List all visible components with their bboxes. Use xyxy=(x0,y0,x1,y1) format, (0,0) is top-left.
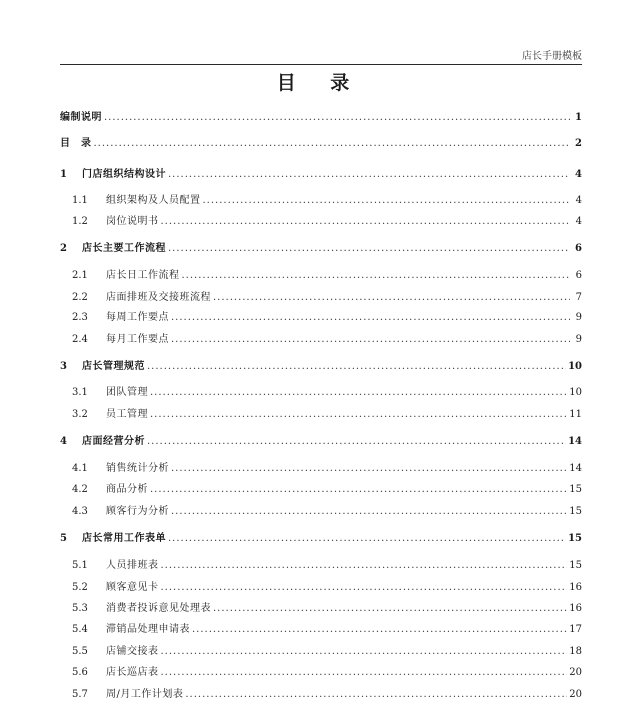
toc-entry-page: 9 xyxy=(575,312,582,323)
toc-leader-dots xyxy=(171,506,567,517)
toc-entry[interactable] xyxy=(72,266,582,282)
toc-leader-dots xyxy=(168,243,570,254)
toc-entry-label: 店长日工作流程 xyxy=(106,270,180,281)
toc-entry-page: 16 xyxy=(569,582,582,593)
toc-leader-dots xyxy=(161,646,568,657)
toc-entry[interactable] xyxy=(72,405,582,421)
toc-entry-page: 15 xyxy=(569,484,582,495)
toc-entry-page: 20 xyxy=(569,689,582,700)
toc-entry[interactable] xyxy=(72,578,582,594)
header-title: 店长手册模板 xyxy=(522,51,582,62)
page-title: 目 录 xyxy=(276,72,364,94)
toc-entry-page: 10 xyxy=(568,361,582,372)
toc-entry-number: 5.5 xyxy=(72,646,88,657)
toc-entry-number: 3.1 xyxy=(72,387,88,398)
toc-entry-number: 2.1 xyxy=(72,270,88,281)
toc-entry-label: 员工管理 xyxy=(106,409,148,420)
toc-leader-dots xyxy=(213,292,570,303)
toc-entry-number: 1.2 xyxy=(72,216,88,227)
toc-entry[interactable] xyxy=(60,432,582,448)
toc-leader-dots xyxy=(182,270,571,281)
toc-leader-dots xyxy=(161,667,568,678)
toc-entry-page: 20 xyxy=(569,667,582,678)
toc-entry-number: 5.6 xyxy=(72,667,88,678)
toc-leader-dots xyxy=(171,334,570,345)
toc-entry-page: 4 xyxy=(575,195,582,206)
toc-leader-dots xyxy=(150,387,567,398)
toc-entry-page: 15 xyxy=(569,560,582,571)
toc-entry-page: 7 xyxy=(575,292,582,303)
toc-entry-label: 销售统计分析 xyxy=(106,463,169,474)
toc-entry[interactable] xyxy=(60,529,582,545)
toc-leader-dots xyxy=(213,603,567,614)
toc-entry-number: 5.3 xyxy=(72,603,88,614)
toc-entry-label: 商品分析 xyxy=(106,484,148,495)
toc-entry[interactable] xyxy=(72,383,582,399)
toc-entry-label: 门店组织结构设计 xyxy=(82,169,166,180)
toc-entry-page: 14 xyxy=(569,463,582,474)
toc-leader-dots xyxy=(161,582,568,593)
toc-leader-dots xyxy=(185,689,567,700)
toc-entry-label: 顾客意见卡 xyxy=(106,582,159,593)
toc-entry-label: 每周工作要点 xyxy=(106,312,169,323)
toc-leader-dots xyxy=(94,138,571,149)
toc-entry-number: 3 xyxy=(60,361,67,372)
toc-leader-dots xyxy=(147,361,566,372)
toc-entry-page: 16 xyxy=(569,603,582,614)
toc-leader-dots xyxy=(104,112,570,123)
toc-entry[interactable] xyxy=(72,191,582,207)
toc-entry-number: 4.1 xyxy=(72,463,88,474)
toc-entry-label: 编制说明 xyxy=(60,112,102,123)
toc-entry[interactable] xyxy=(72,288,582,304)
toc-leader-dots xyxy=(150,484,567,495)
toc-leader-dots xyxy=(150,409,567,420)
toc-entry[interactable] xyxy=(60,108,582,124)
toc-entry-page: 11 xyxy=(569,409,582,420)
toc-entry-page: 6 xyxy=(575,243,582,254)
toc-entry-number: 2.3 xyxy=(72,312,88,323)
toc-entry-number: 5.2 xyxy=(72,582,88,593)
toc-entry[interactable] xyxy=(72,212,582,228)
toc-entry-label: 组织架构及人员配置 xyxy=(106,195,201,206)
toc-entry-number: 1 xyxy=(60,169,67,180)
toc-leader-dots xyxy=(161,560,568,571)
toc-leader-dots xyxy=(171,463,567,474)
toc-entry-number: 4 xyxy=(60,436,67,447)
toc-entry-label: 消费者投诉意见处理表 xyxy=(106,603,211,614)
toc-entry-label: 店长常用工作表单 xyxy=(82,533,166,544)
toc-entry-label: 店长主要工作流程 xyxy=(82,243,166,254)
toc-entry-label: 周/月工作计划表 xyxy=(106,689,184,700)
toc-entry[interactable] xyxy=(60,239,582,255)
toc-entry-number: 5.7 xyxy=(72,689,88,700)
toc-entry-page: 18 xyxy=(569,646,582,657)
toc-leader-dots xyxy=(147,436,566,447)
toc-entry-label: 顾客行为分析 xyxy=(106,506,169,517)
toc-entry[interactable] xyxy=(72,642,582,658)
toc-entry-number: 5.4 xyxy=(72,624,88,635)
toc-entry[interactable] xyxy=(72,620,582,636)
toc-entry-page: 9 xyxy=(575,334,582,345)
toc-entry-number: 1.1 xyxy=(72,195,88,206)
toc-entry-label: 店面经营分析 xyxy=(82,436,145,447)
toc-entry-number: 4.3 xyxy=(72,506,88,517)
toc-entry-page: 17 xyxy=(569,624,582,635)
toc-entry[interactable] xyxy=(72,459,582,475)
toc-entry[interactable] xyxy=(72,480,582,496)
toc-leader-dots xyxy=(203,195,571,206)
toc-entry-label: 团队管理 xyxy=(106,387,148,398)
toc-entry-label: 店铺交接表 xyxy=(106,646,159,657)
toc-entry-number: 4.2 xyxy=(72,484,88,495)
toc-entry[interactable] xyxy=(72,556,582,572)
toc-entry-number: 2.2 xyxy=(72,292,88,303)
toc-entry-page: 6 xyxy=(575,270,582,281)
toc-entry-label: 人员排班表 xyxy=(106,560,159,571)
toc-leader-dots xyxy=(171,312,570,323)
toc-leader-dots xyxy=(168,533,566,544)
toc-entry[interactable] xyxy=(72,308,582,324)
toc-entry-label: 滞销品处理申请表 xyxy=(106,624,190,635)
toc-entry-number: 5.1 xyxy=(72,560,88,571)
toc-entry-page: 14 xyxy=(568,436,582,447)
toc-leader-dots xyxy=(161,216,571,227)
toc-entry-page: 1 xyxy=(575,112,582,123)
toc-entry-page: 2 xyxy=(575,138,582,149)
toc-entry-page: 4 xyxy=(575,216,582,227)
toc-entry[interactable] xyxy=(72,330,582,346)
toc-entry-label: 店长巡店表 xyxy=(106,667,159,678)
toc-entry[interactable] xyxy=(72,663,582,679)
toc-entry[interactable] xyxy=(60,165,582,181)
toc-entry-number: 2.4 xyxy=(72,334,88,345)
toc-entry[interactable] xyxy=(72,599,582,615)
toc-entry-number: 5 xyxy=(60,533,67,544)
toc-entry-number: 2 xyxy=(60,243,67,254)
toc-entry[interactable] xyxy=(72,502,582,518)
toc-entry-number: 3.2 xyxy=(72,409,88,420)
toc-leader-dots xyxy=(168,169,570,180)
toc-entry[interactable] xyxy=(60,357,582,373)
toc-entry-label: 目 录 xyxy=(60,138,92,149)
page-header xyxy=(60,44,582,65)
toc-entry[interactable] xyxy=(60,134,582,150)
toc-entry-page: 10 xyxy=(569,387,582,398)
toc-entry-page: 4 xyxy=(575,169,582,180)
toc-entry-page: 15 xyxy=(569,506,582,517)
toc-leader-dots xyxy=(192,624,567,635)
toc-entry-label: 店面排班及交接班流程 xyxy=(106,292,211,303)
toc-entry-page: 15 xyxy=(568,533,582,544)
toc-entry[interactable] xyxy=(72,685,582,701)
toc-entry-label: 店长管理规范 xyxy=(82,361,145,372)
toc-entry-label: 每月工作要点 xyxy=(106,334,169,345)
toc-entry-label: 岗位说明书 xyxy=(106,216,159,227)
